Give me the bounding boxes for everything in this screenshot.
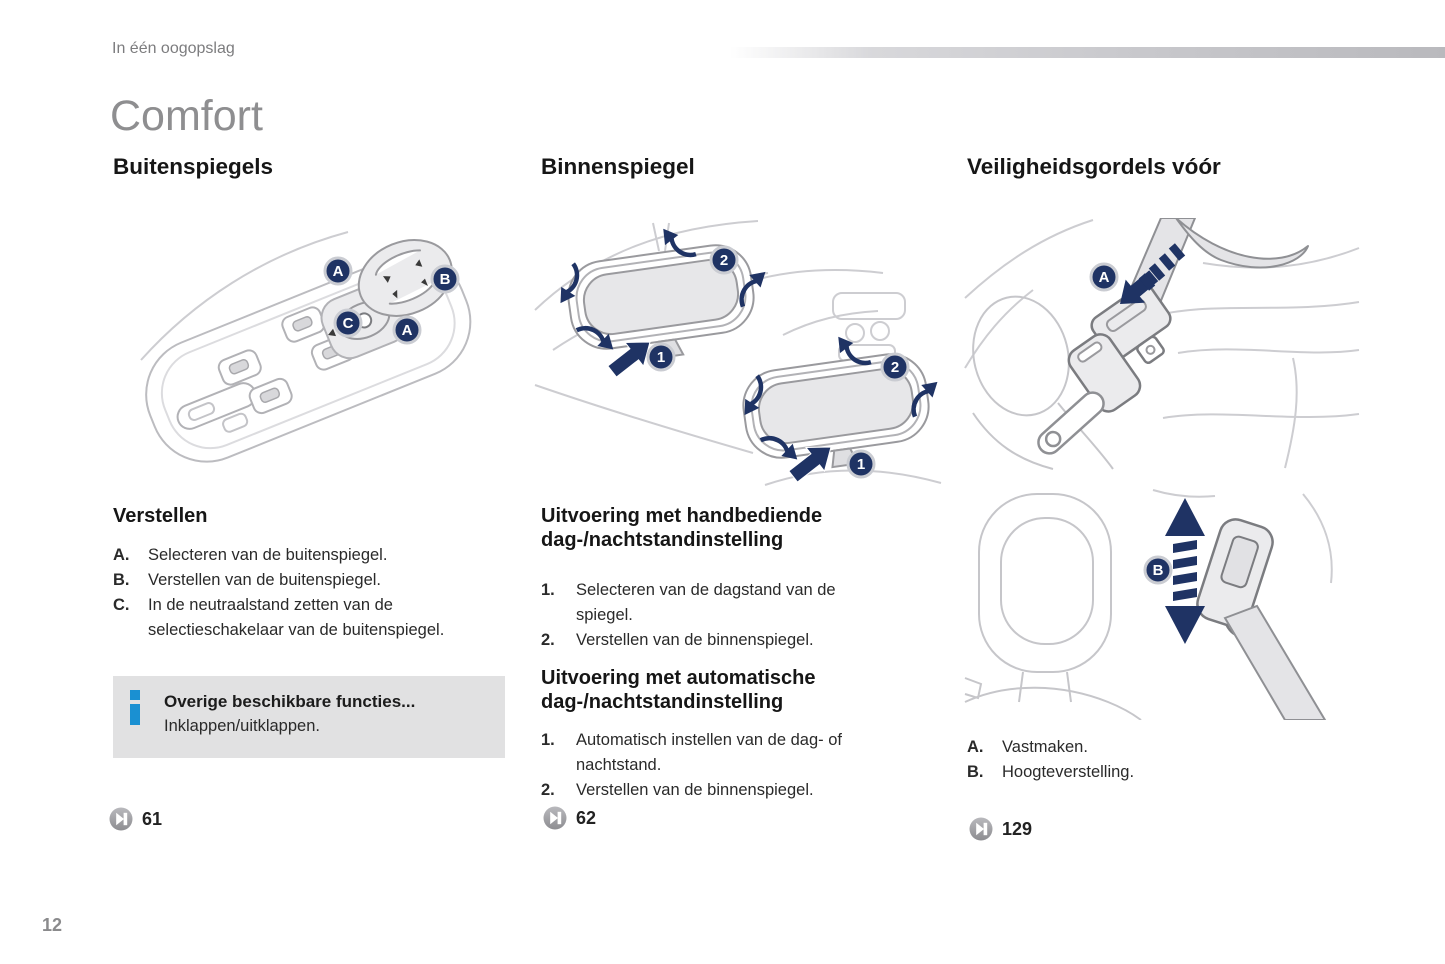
svg-text:A: A [332,263,344,280]
list-item [113,593,505,643]
list-label: 1. [541,731,555,749]
info-box [113,676,505,758]
subheading-automatic-daynight: Uitvoering met automatische dag-/nachtstandinstelling [541,667,816,713]
svg-text:A: A [1098,269,1110,286]
header-rule [730,47,1445,58]
column-heading-veiligheidsgordels: Veiligheidsgordels vóór [967,154,1221,179]
marker-a1-badge [325,258,351,284]
automatic-daynight-list [541,728,886,803]
belt-webbing [1225,606,1325,720]
list-label: C. [113,596,130,614]
svg-text:A: A [401,322,413,339]
list-text: Selecteren van de buitenspiegel. [148,546,388,564]
marker-1-badge-manual [648,344,674,370]
page-number: 12 [42,915,63,935]
list-item [541,628,886,653]
marker-b-badge [432,266,458,292]
svg-text:1: 1 [656,349,666,366]
list-text: Verstellen van de buitenspiegel. [148,571,381,589]
marker-c-badge [335,310,361,336]
page-reference-62 [543,806,596,830]
info-box-body: Inklappen/uitklappen. [164,717,320,735]
list-item [113,568,505,593]
list-label: A. [113,546,130,564]
list-text: Verstellen van de binnenspiegel. [576,631,814,649]
page-reference-129 [969,817,1032,841]
info-icon [130,690,140,758]
list-item [541,728,886,778]
svg-text:C: C [342,315,354,332]
svg-text:B: B [439,271,451,288]
list-text: Vastmaken. [1002,738,1088,756]
marker-1-badge-auto [848,451,874,477]
column-heading-buitenspiegels: Buitenspiegels [113,154,274,179]
info-box-text [164,690,415,758]
svg-text:2: 2 [890,359,900,376]
marker-2-badge-manual [711,247,737,273]
list-item [967,760,1359,785]
list-item [113,543,505,568]
list-item [541,578,886,628]
page-reference-61 [109,807,162,831]
subheading-verstellen: Verstellen [113,505,208,527]
list-label: 2. [541,781,555,799]
manual-daynight-list [541,578,886,653]
next-page-icon [109,807,133,831]
seatbelt-fastening-illustration [963,218,1361,470]
list-text: Hoogteverstelling. [1002,763,1135,781]
page-title: Comfort [110,92,263,140]
svg-text:1: 1 [856,456,866,473]
next-page-icon [543,806,567,830]
list-text: In de neutraalstand zetten van de selectieschakelaar van de buitenspiegel. [148,596,445,639]
seatbelt-height-adjustment-illustration [963,488,1361,720]
list-item [967,735,1359,760]
seatbelt-list [967,735,1359,785]
door-panel [125,227,487,479]
breadcrumb: In één oogopslag [112,40,235,57]
column-heading-binnenspiegel: Binnenspiegel [541,154,695,179]
exterior-mirror-list [113,543,505,643]
door-panel-mirror-controls-illustration [113,210,505,492]
interior-mirror-illustration [533,215,943,500]
page-ref-number: 62 [576,807,597,828]
marker-a2-badge [394,317,420,343]
list-label: B. [113,571,130,589]
list-label: 2. [541,631,555,649]
page-ref-number: 129 [1002,818,1033,839]
svg-text:B: B [1152,562,1164,579]
info-box-title: Overige beschikbare functies... [164,692,416,711]
list-label: B. [967,763,984,781]
list-item [541,778,886,803]
page-ref-number: 61 [142,808,163,829]
marker-b-badge-belt [1145,557,1171,583]
list-text: Verstellen van de binnenspiegel. [576,781,814,799]
list-label: A. [967,738,984,756]
svg-text:2: 2 [719,252,729,269]
subheading-manual-daynight: Uitvoering met handbediende dag-/nachtstandinstelling [541,505,823,551]
next-page-icon [969,817,993,841]
list-text: Selecteren van de dagstand van de spiegel. [576,581,836,624]
list-label: 1. [541,581,555,599]
marker-2-badge-auto [882,354,908,380]
marker-a-badge-belt [1091,264,1117,290]
headrest-sketch [965,494,1141,720]
list-text: Automatisch instellen van de dag- of nachtstand. [576,731,842,774]
